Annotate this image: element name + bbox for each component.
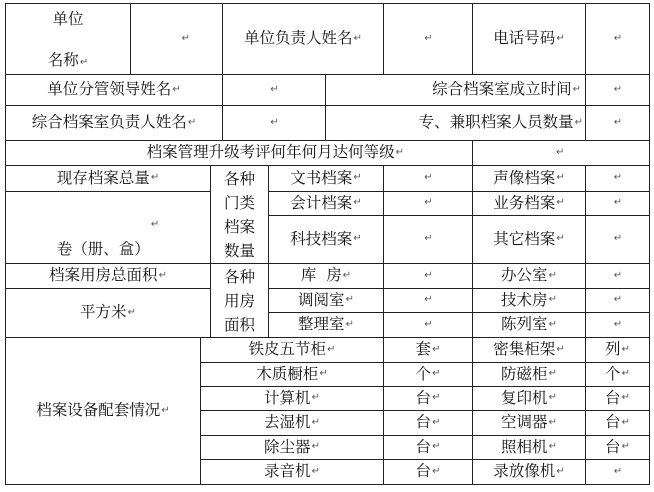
archive-room-head-value[interactable]: ↵ <box>270 116 279 128</box>
room-label-3: 面积 <box>223 315 255 334</box>
staff-count-value[interactable]: ↵ <box>613 116 623 128</box>
unit-head-name-label: 单位负责人姓名 ↵ <box>244 29 362 48</box>
leader-name-value[interactable]: ↵ <box>270 83 279 95</box>
accounting-archive-label: 会计档案 ↵ <box>290 193 362 212</box>
equipment-left-name: 计算机 ↵ <box>264 388 320 407</box>
equipment-right-unit[interactable]: 台 ↵ <box>605 413 630 432</box>
category-quantity-label <box>211 166 268 263</box>
equipment-left-name: 录音机 ↵ <box>264 462 320 481</box>
exhibit-room-label: 陈列室 ↵ <box>501 315 557 334</box>
equipment-left-unit[interactable]: 台 ↵ <box>415 437 441 456</box>
equipment-right-unit[interactable]: ↵ <box>613 465 623 477</box>
phone-label: 电话号码 ↵ <box>493 29 565 48</box>
archive-room-date-label: 综合档案室成立时间 ↵ <box>432 80 581 99</box>
storage-room-label: 库 房 ↵ <box>300 266 352 285</box>
archive-room-date-value[interactable]: ↵ <box>613 83 623 95</box>
equipment-left-name: 木质橱柜 ↵ <box>256 364 328 383</box>
equipment-right-name: 防磁柜 ↵ <box>501 364 557 383</box>
equipment-right-name: 复印机 ↵ <box>501 388 557 407</box>
leader-name-label: 单位分管领导姓名 ↵ <box>47 80 181 99</box>
category-label-3: 档案 <box>223 217 255 236</box>
document-archive-label: 文书档案 ↵ <box>290 168 362 187</box>
equipment-left-unit[interactable]: 个 ↵ <box>415 364 441 383</box>
equipment-title: 档案设备配套情况 ↵ <box>36 401 170 420</box>
tech-room-label: 技术房 ↵ <box>501 290 557 309</box>
reading-room-label: 调阅室 ↵ <box>298 290 354 309</box>
business-archive-value[interactable]: ↵ <box>613 197 623 209</box>
equipment-right-unit[interactable]: 台 ↵ <box>605 388 630 407</box>
business-archive-label: 业务档案 ↵ <box>493 193 565 212</box>
sorting-room-value[interactable]: ↵ <box>424 318 433 330</box>
storage-room-value[interactable]: ↵ <box>424 269 433 281</box>
other-archive-label: 其它档案 ↵ <box>493 229 565 248</box>
sorting-room-label: 整理室 ↵ <box>298 315 354 334</box>
room-label-2: 用房 <box>223 291 255 310</box>
unit-name-label <box>6 4 130 74</box>
equipment-right-unit[interactable]: 台 ↵ <box>605 437 630 456</box>
equipment-left-name: 去湿机 ↵ <box>264 413 320 432</box>
science-archive-value[interactable]: ↵ <box>424 233 433 245</box>
equipment-right-unit[interactable]: 个 ↵ <box>605 364 630 383</box>
exhibit-room-value[interactable]: ↵ <box>613 318 623 330</box>
office-value[interactable]: ↵ <box>613 269 623 281</box>
science-archive-label: 科技档案 ↵ <box>290 229 362 248</box>
equipment-right-name: 密集柜架 ↵ <box>493 340 565 359</box>
staff-count-label: 专、兼职档案人员数量 ↵ <box>418 113 583 132</box>
equipment-left-unit[interactable]: 台 ↵ <box>415 413 441 432</box>
equipment-right-unit[interactable]: 列 ↵ <box>605 340 630 359</box>
unit-name-line1: 单位 <box>52 10 84 28</box>
equipment-right-name: 照相机 ↵ <box>501 437 557 456</box>
phone-value[interactable]: ↵ <box>613 32 623 44</box>
audio-video-archive-label: 声像档案 ↵ <box>493 168 565 187</box>
category-label-1: 各种 <box>223 169 255 188</box>
accounting-archive-value[interactable]: ↵ <box>424 197 433 209</box>
audio-video-archive-value[interactable]: ↵ <box>613 172 623 184</box>
unit-name-value[interactable]: ↵ <box>181 32 190 44</box>
equipment-right-name: 空调器 ↵ <box>501 413 557 432</box>
upgrade-label: 档案管理升级考评何年何月达何等级 ↵ <box>146 143 404 162</box>
equipment-left-unit[interactable]: 台 ↵ <box>415 462 441 481</box>
office-label: 办公室 ↵ <box>501 266 557 285</box>
area-total-label: 档案用房总面积 ↵ <box>49 266 167 285</box>
equipment-left-unit[interactable]: 台 ↵ <box>415 388 441 407</box>
document-archive-value[interactable]: ↵ <box>424 172 433 184</box>
holdings-unit-label: 卷（册、盒） ↵ <box>56 219 160 258</box>
category-label-4: 数量 <box>223 241 255 260</box>
upgrade-value[interactable]: ↵ <box>556 146 565 158</box>
unit-head-name-value[interactable]: ↵ <box>424 32 433 44</box>
equipment-left-name: 除尘器 ↵ <box>264 437 320 456</box>
equipment-left-unit[interactable]: 套 ↵ <box>415 340 441 359</box>
room-label-1: 各种 <box>223 267 255 286</box>
tech-room-value[interactable]: ↵ <box>613 294 623 306</box>
category-label-2: 门类 <box>223 193 255 212</box>
area-unit-label: 平方米 ↵ <box>80 303 136 322</box>
equipment-right-name: 录放像机 ↵ <box>493 462 565 481</box>
room-area-label <box>211 264 268 337</box>
holdings-total-label: 现存档案总量 ↵ <box>56 168 160 187</box>
unit-name-line2: 名称↵ <box>47 50 89 69</box>
equipment-left-name: 铁皮五节柜 ↵ <box>248 340 336 359</box>
other-archive-value[interactable]: ↵ <box>613 233 623 245</box>
reading-room-value[interactable]: ↵ <box>424 294 433 306</box>
archive-room-head-label: 综合档案室负责人姓名 ↵ <box>31 113 197 132</box>
